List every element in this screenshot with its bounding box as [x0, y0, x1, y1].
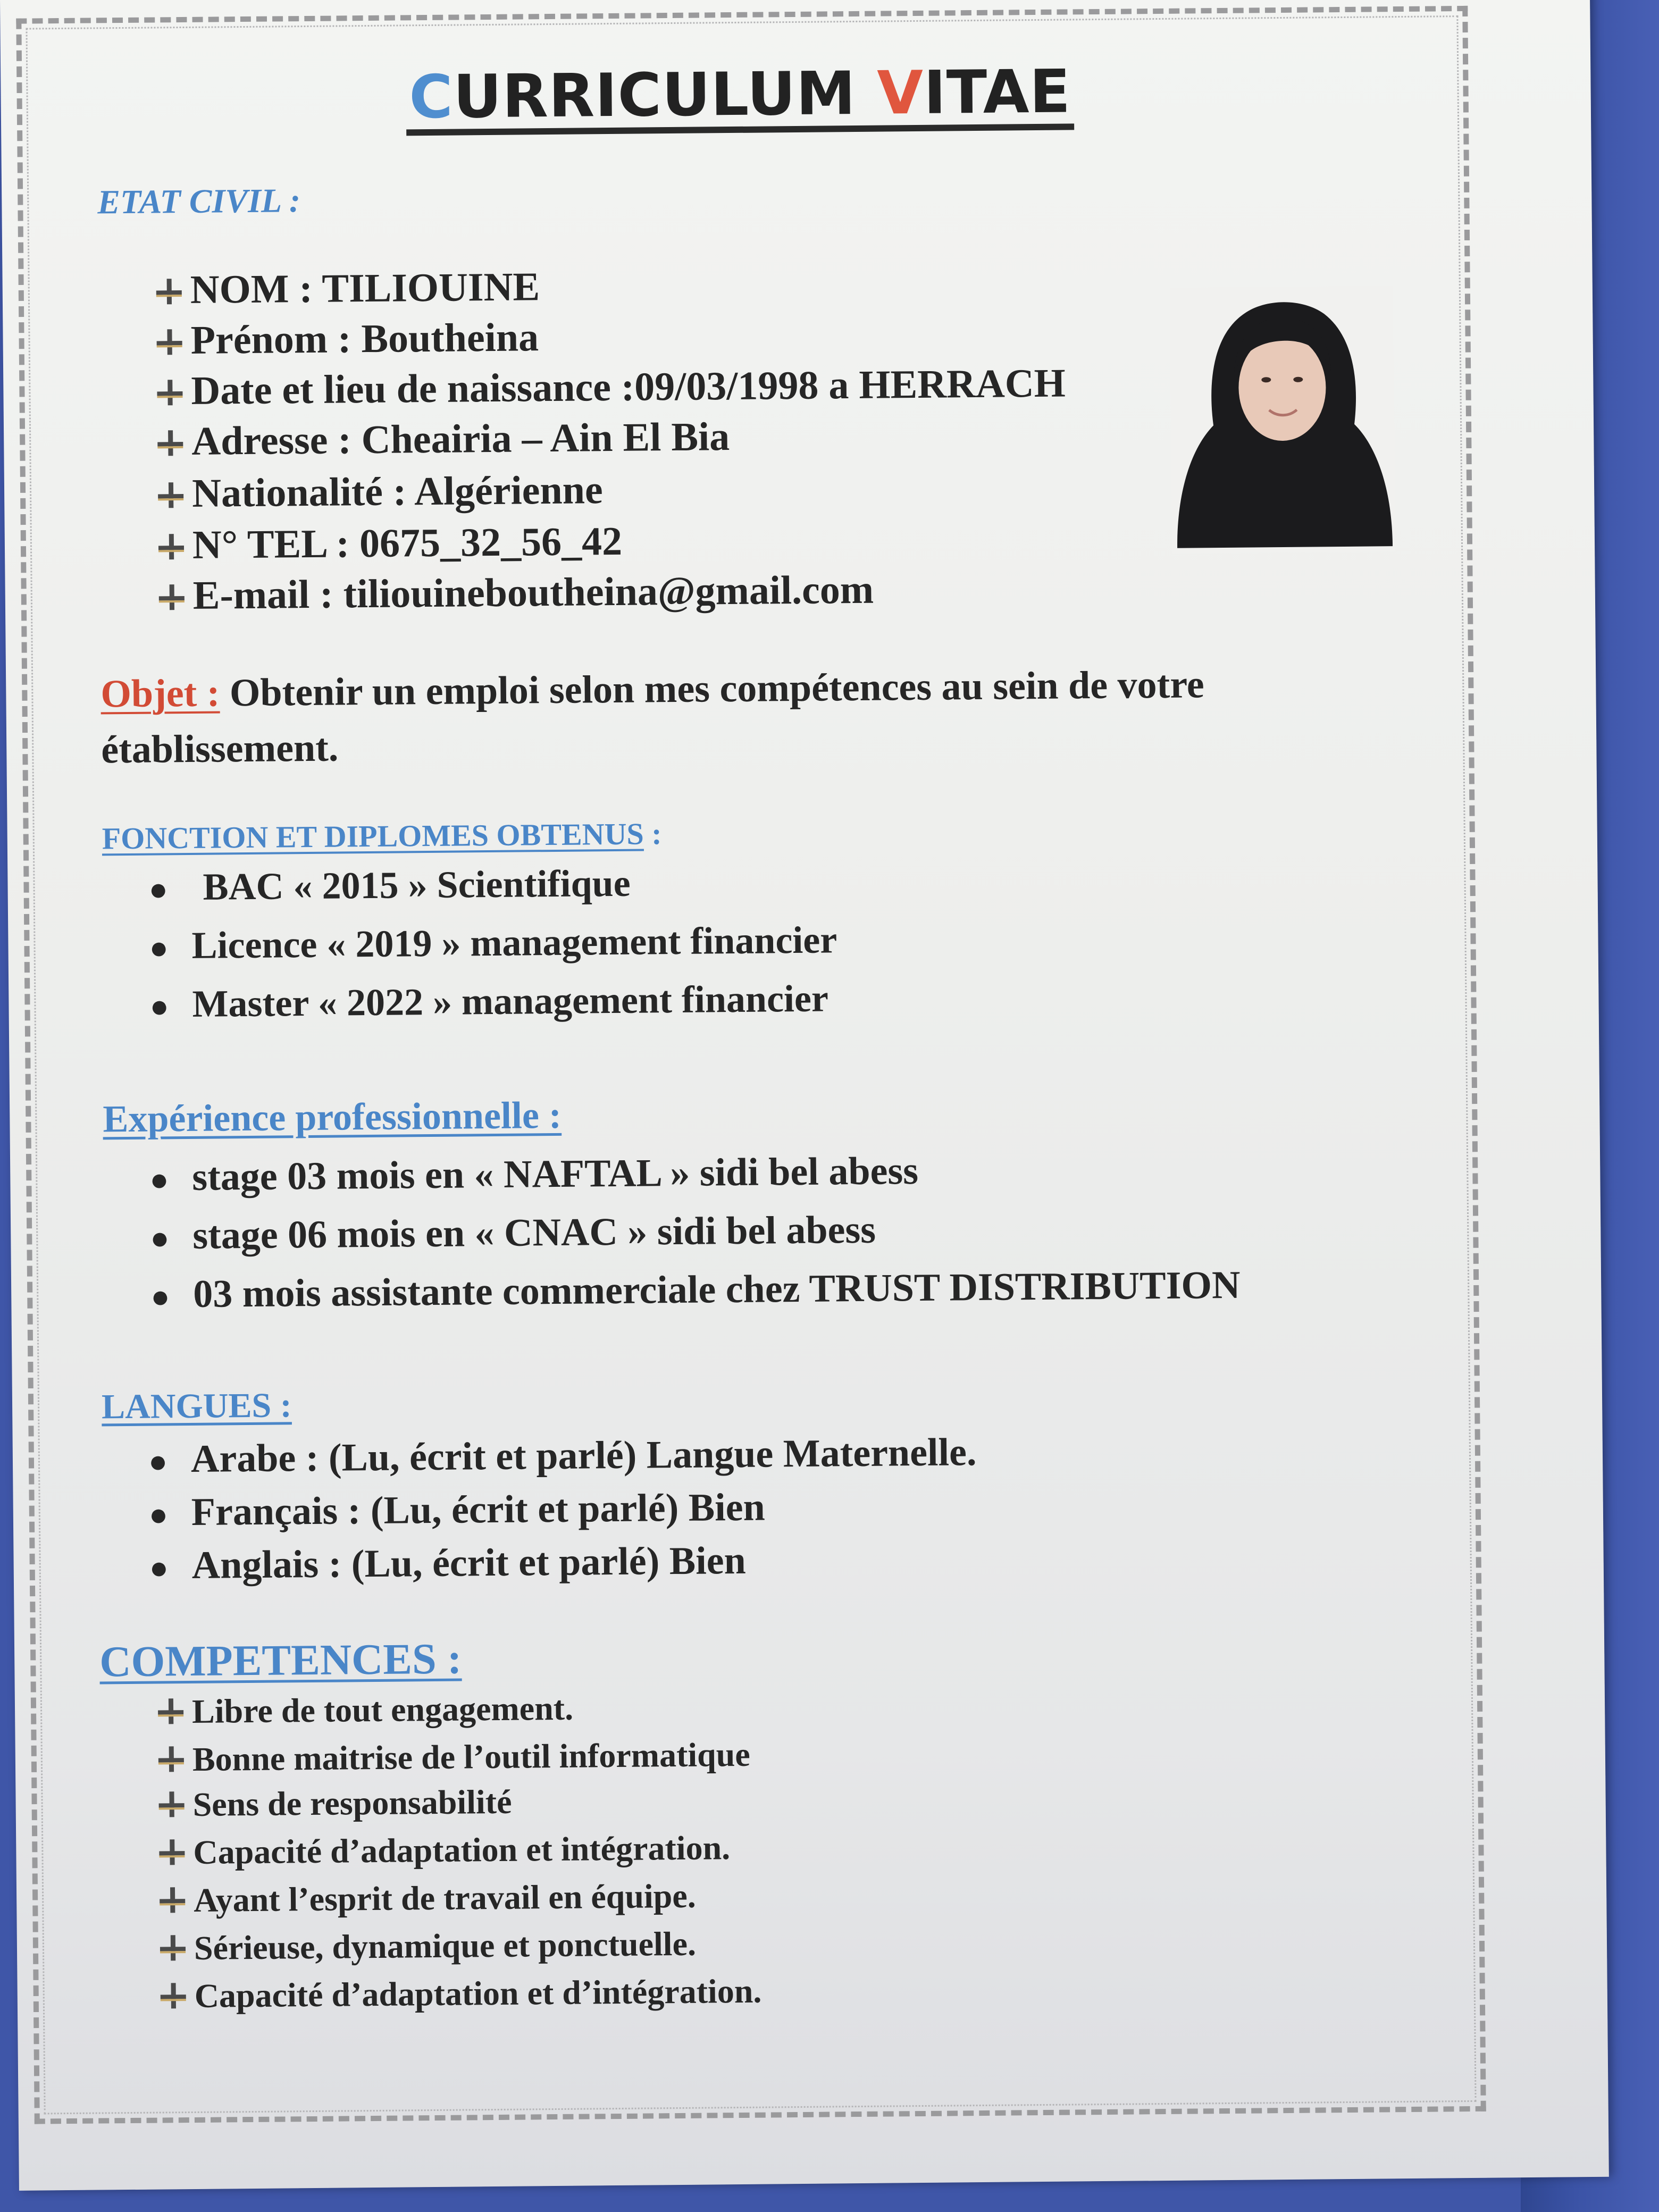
bullet-icon: ● [149, 1550, 169, 1586]
competences-heading: COMPETENCES : [99, 1634, 462, 1686]
diplomes-heading-suffix: : [643, 816, 662, 851]
bullet-icon: ● [149, 988, 170, 1024]
bullet-icon: ● [149, 930, 169, 966]
diplome-item: ● Licence « 2019 » management financier [149, 918, 837, 967]
experience-item: ● stage 06 mois en « CNAC » sidi bel abess [150, 1208, 876, 1258]
experience-item: ● stage 03 mois en « NAFTAL » sidi bel abess [149, 1149, 919, 1199]
bullet-icon: ● [150, 1279, 170, 1314]
langues-heading: LANGUES : [101, 1386, 292, 1427]
experience-heading: Expérience professionnelle : [103, 1093, 562, 1141]
title-letter-v: V [877, 58, 924, 128]
arrow-bullet-icon [154, 303, 186, 304]
title-letter-c: C [408, 62, 454, 132]
civil-item-nom: NOM : TILIOUINE [154, 264, 540, 313]
competence-item: Sérieuse, dynamique et ponctuelle. [158, 1924, 697, 1968]
competence-item: Sens de responsabilité [156, 1782, 512, 1825]
bullet-icon: ● [148, 1444, 168, 1479]
civil-item-prenom: Prénom : Boutheina [154, 314, 539, 364]
experience-item: ● 03 mois assistante commerciale chez TRUST DISTRIBUTION [150, 1263, 1241, 1316]
objet-label: Objet : [100, 671, 220, 716]
diplome-item: ● Master « 2022 » management financier [149, 977, 829, 1025]
document-title [1, 54, 1479, 139]
competence-item: Capacité d’adaptation et d’intégration. [158, 1972, 761, 2016]
civil-item-nationalite: Nationalité : Algérienne [156, 467, 603, 517]
langue-item: ● Anglais : (Lu, écrit et parlé) Bien [149, 1538, 747, 1587]
competence-item: Libre de tout engagement. [156, 1689, 574, 1732]
title-word-curriculum: URRICULUM [453, 58, 878, 132]
competence-item: Bonne maitrise de l’outil informatique [156, 1735, 750, 1780]
arrow-bullet-icon [158, 2007, 190, 2008]
civil-item-email: E-mail : tiliouineboutheina@gmail.com [156, 567, 874, 619]
bullet-icon: ● [148, 872, 169, 907]
langue-item: ● Arabe : (Lu, écrit et parlé) Langue Maternelle. [148, 1430, 977, 1481]
title-word-itae: ITAE [923, 57, 1071, 128]
civil-item-tel: N° TEL : 0675_32_56_42 [156, 518, 623, 569]
objet-text: Obtenir un emploi selon mes compétences au sein de votre [229, 663, 1204, 715]
competence-item: Capacité d’adaptation et intégration. [157, 1828, 730, 1872]
langue-item: ● Français : (Lu, écrit et parlé) Bien [148, 1485, 766, 1534]
bullet-icon: ● [149, 1162, 169, 1197]
diplomes-heading-text: FONCTION ET DIPLOMES OBTENUS [102, 816, 644, 856]
objet-line-1 [100, 662, 1204, 717]
objet-line-2: établissement. [100, 726, 339, 772]
etat-civil-heading: ETAT CIVIL : [97, 181, 301, 221]
diplomes-heading [102, 816, 661, 856]
profile-photo-image [1170, 286, 1395, 554]
civil-item-adresse: Adresse : Cheairia – Ain El Bia [155, 414, 730, 465]
arrow-bullet-icon [158, 1959, 190, 1960]
profile-photo [1170, 286, 1395, 554]
arrow-bullet-icon [156, 558, 188, 559]
arrow-bullet-icon [155, 404, 187, 405]
diplome-item: ● BAC « 2015 » Scientifique [148, 861, 631, 908]
bullet-icon: ● [148, 1497, 169, 1532]
civil-item-naissance: Date et lieu de naissance :09/03/1998 a HERRACH [155, 361, 1066, 415]
bullet-icon: ● [150, 1220, 170, 1256]
competence-item: Ayant l’esprit de travail en équipe. [157, 1876, 696, 1921]
